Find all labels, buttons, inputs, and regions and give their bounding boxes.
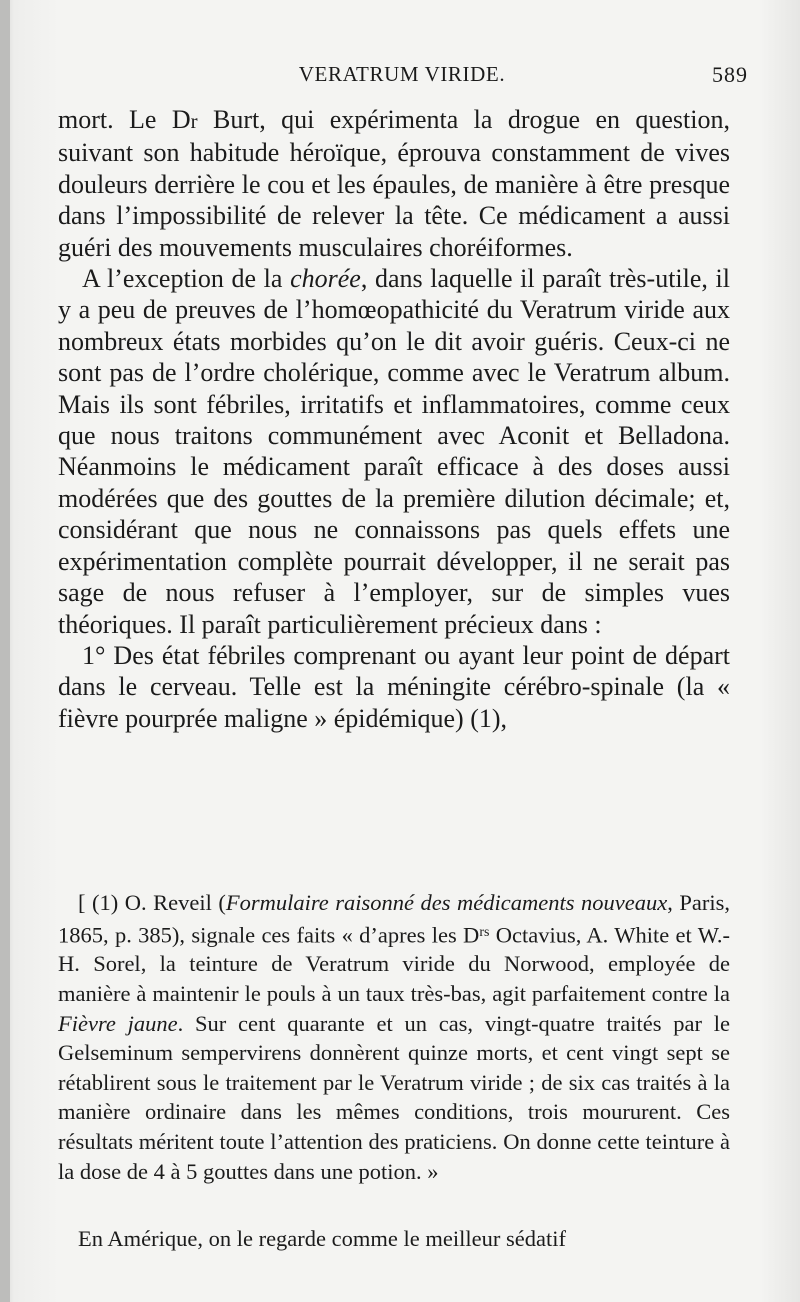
- footnote-book-title: Formulaire raisonné des médicaments nouveaux: [225, 890, 668, 915]
- footnote-text: [58, 888, 730, 1186]
- footnote-part-c: Octavius, A. White et W.-H. Sorel, la teinture de Veratrum viride du Norwood, employée de manière à maintenir le pouls à un taux très-bas, agit parfaitement contre la: [58, 921, 730, 1007]
- paragraph-1-rest: Burt, qui expérimenta la drogue en question, suivant son habitude héroïque, éprouva constamment de vives douleurs derrière le cou et les épaules, de manière à être presque dans l’impossibilité de relever la tête. Ce médicament a aussi guéri des mouvements musculaires choréiformes.: [58, 105, 731, 262]
- paragraph-1-start: mort. Le D: [58, 105, 191, 134]
- doctors-abbrev-sup: rs: [479, 924, 490, 940]
- continuation-text: [58, 1224, 730, 1254]
- paragraph-2: [58, 263, 730, 640]
- footnote-part-d: . Sur cent quarante et un cas, vingt-quatre traités par le Gelseminum sempervirens donnèrent quinze morts, et cent vingt sept se rétablirent sous le traitement par le Veratrum viride ; de six cas traités à la manière ordinaire dans les mêmes conditions, trois moururent. Ces résultats méritent toute l’attention des praticiens. On donne cette teinture à la dose de 4 à 5 gouttes dans une potion. »: [58, 1010, 730, 1184]
- chorea-term: chorée: [290, 264, 361, 294]
- continuation-line: En Amérique, on le regarde comme le meilleur sédatif: [78, 1226, 566, 1251]
- paragraph-2-start: A l’exception de la: [82, 264, 291, 294]
- page-binding-edge: [0, 0, 10, 1302]
- main-text: [58, 104, 730, 734]
- page-number: 589: [712, 62, 748, 87]
- footnote-part-b: , Paris, 1865, p. 385), signale ces faits « d’apres les D: [58, 890, 731, 947]
- footnote-start: [ (1) O. Reveil (: [78, 890, 226, 915]
- paragraph-2-rest: , dans laquelle il paraît très-utile, il y a peu de preuves de l’homœopathicité du Veratrum viride aux nombreux états morbides qu’on le dit avoir guéris. Ceux-ci ne sont pas de l’ordre cholérique, comme avec le Veratrum album. Mais ils sont fébriles, irritatifs et inflammatoires, comme ceux que nous traitons communément avec Aconit et Belladona. Néanmoins le médicament paraît efficace à des doses aussi modérées que des gouttes de la première dilution décimale; et, considérant que nous ne connaissons pas quels effets une expérimentation complète pourrait développer, il ne serait pas sage de nous refuser à l’employer, sur de simples vues théoriques. Il paraît particulièrement précieux dans :: [58, 264, 730, 639]
- footnote: [58, 888, 730, 1186]
- running-head: [56, 62, 748, 90]
- doctor-abbrev-sub: r: [190, 110, 198, 133]
- running-title: VERATRUM VIRIDE.: [298, 62, 506, 86]
- paragraph-1: [58, 104, 730, 263]
- yellow-fever-term: Fièvre jaune: [58, 1010, 178, 1036]
- paragraph-3: 1° Des état fébriles comprenant ou ayant leur point de départ dans le cerveau. Telle est la méningite cérébro-spinale (la « fièvre pourprée maligne » épidémique) (1),: [58, 640, 730, 733]
